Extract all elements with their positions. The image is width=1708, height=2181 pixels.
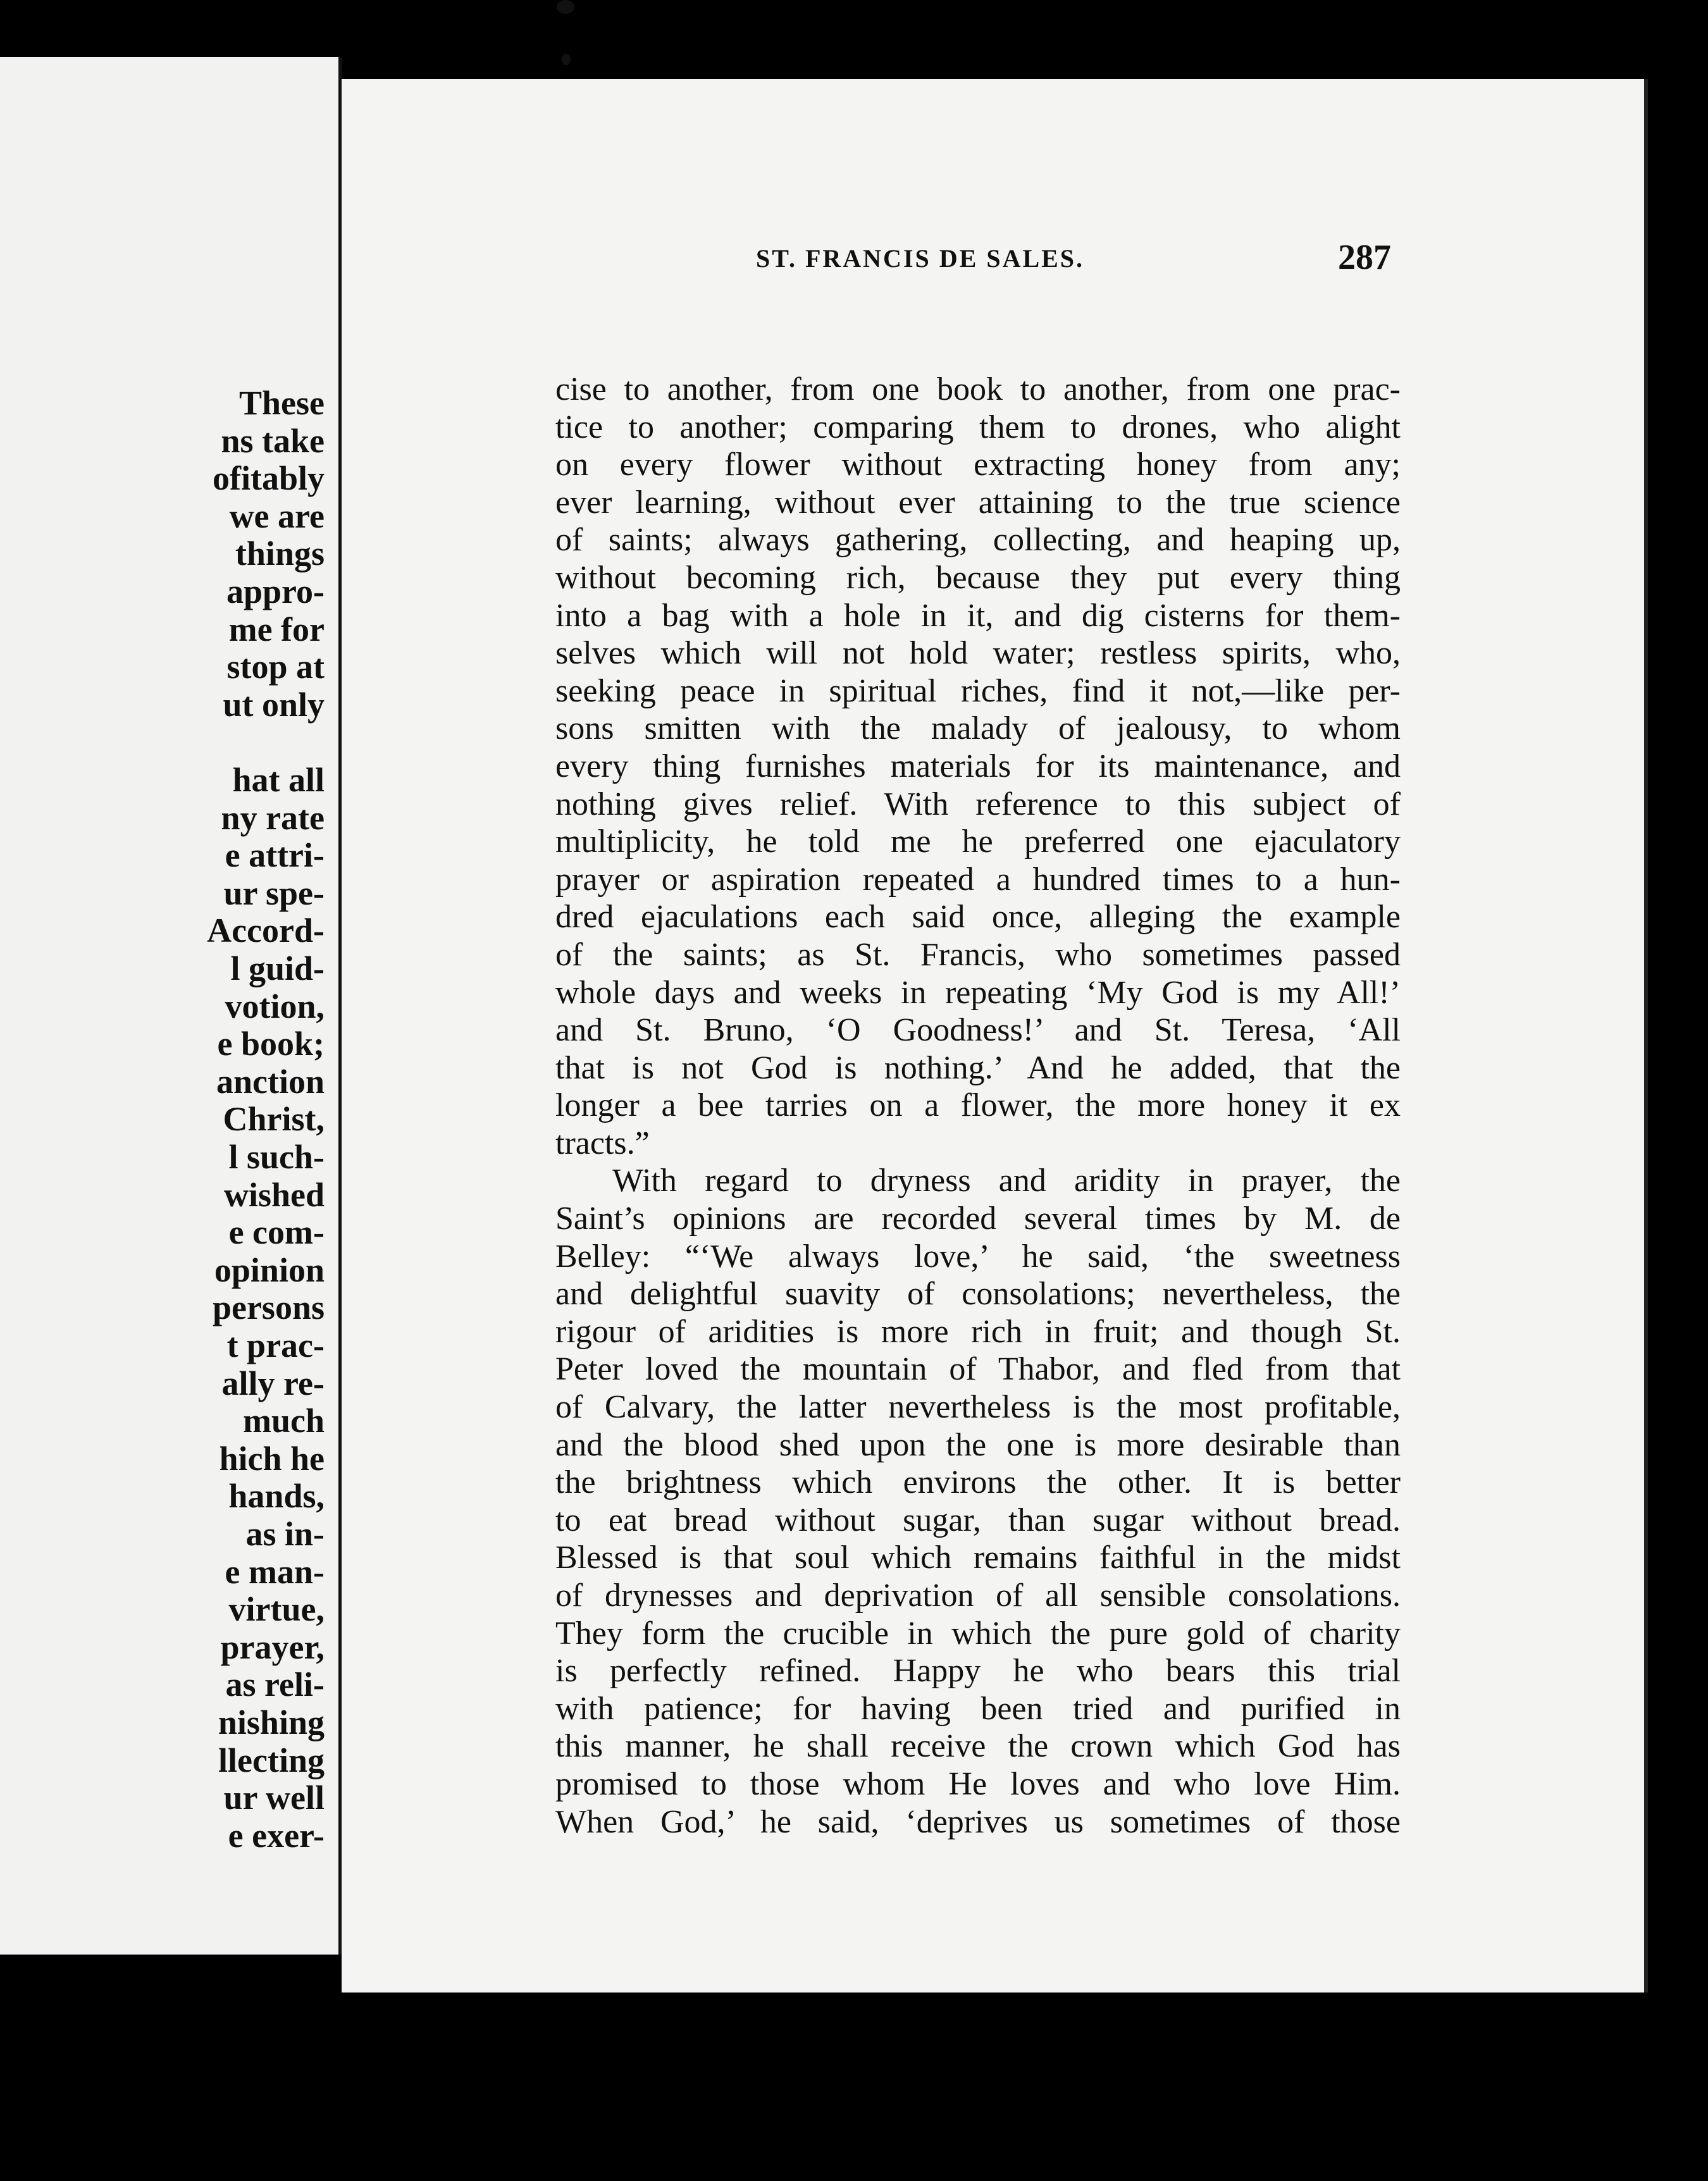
left-page-line: Accord-	[207, 911, 325, 950]
text-line: Blessed is that soul which remains faithful in the midst	[555, 1540, 1401, 1576]
running-head: ST. FRANCIS DE SALES.	[756, 244, 1085, 273]
left-page-line: appro-	[226, 572, 325, 610]
text-line: the brightness which environs the other. It is better	[555, 1464, 1401, 1501]
text-line: With regard to dryness and aridity in prayer, the	[612, 1163, 1401, 1199]
left-page-line: These	[239, 384, 325, 422]
left-page-line: hich he	[219, 1439, 325, 1478]
text-line: sons smitten with the malady of jealousy, to whom	[555, 710, 1401, 747]
left-page-line: e com-	[228, 1213, 325, 1252]
left-page-line: ut only	[223, 685, 325, 724]
text-line: tracts.”	[555, 1125, 650, 1161]
text-line: this manner, he shall receive the crown which God has	[555, 1728, 1401, 1765]
left-page-line: ny rate	[221, 798, 325, 837]
left-page-line: virtue,	[228, 1590, 325, 1629]
left-page-line: anction	[216, 1062, 325, 1101]
left-page-line: hands,	[228, 1477, 325, 1516]
text-line: When God,’ he said, ‘deprives us sometimes of those	[555, 1803, 1401, 1840]
left-page-line: l such-	[228, 1138, 325, 1176]
text-line: nothing gives relief. With reference to this subject of	[555, 786, 1401, 822]
left-page-line: llecting	[218, 1741, 325, 1779]
left-page-line: ofitably	[212, 459, 325, 498]
text-line: with patience; for having been tried and purified in	[555, 1690, 1401, 1727]
text-line: promised to those whom He loves and who love Him.	[555, 1765, 1401, 1802]
text-line: and the blood shed upon the one is more desirable than	[555, 1426, 1401, 1463]
text-line: cise to another, from one book to another, from one prac-	[555, 371, 1401, 407]
left-page-line: prayer,	[220, 1628, 325, 1666]
left-page-line: hat all	[232, 761, 325, 799]
text-line: every thing furnishes materials for its maintenance, and	[555, 748, 1401, 784]
text-line: that is not God is nothing.’ And he added, that the	[555, 1049, 1401, 1086]
left-page-line: votion,	[225, 987, 325, 1025]
text-line: Peter loved the mountain of Thabor, and fled from that	[555, 1351, 1401, 1388]
body-text	[555, 371, 1401, 1841]
left-page-line: ns take	[221, 421, 325, 460]
page-number: 287	[1338, 238, 1391, 277]
text-line: selves which will not hold water; restless spirits, who,	[555, 635, 1401, 672]
left-page-strip	[0, 57, 342, 1955]
text-line: Saint’s opinions are recorded several times by M. de	[555, 1201, 1401, 1237]
left-page-line: e book;	[217, 1025, 325, 1063]
text-line: of Calvary, the latter nevertheless is the most profitable,	[555, 1389, 1401, 1426]
left-page-line: wished	[223, 1175, 325, 1214]
left-page-line: nishing	[218, 1703, 325, 1741]
text-line: and St. Bruno, ‘O Goodness!’ and St. Teresa, ‘All	[555, 1012, 1401, 1049]
text-line: They form the crucible in which the pure gold of charity	[555, 1615, 1401, 1652]
left-page-line: we are	[229, 497, 325, 535]
left-page-line: ur spe-	[223, 874, 325, 912]
text-line: to eat bread without sugar, than sugar without bread.	[555, 1502, 1401, 1538]
text-line: of drynesses and deprivation of all sensible consolations.	[555, 1578, 1401, 1614]
left-page-line: much	[242, 1402, 325, 1440]
left-page-line: e attri-	[225, 836, 325, 875]
text-line: of saints; always gathering, collecting, and heaping up,	[555, 522, 1401, 559]
text-line: dred ejaculations each said once, alleging the example	[555, 899, 1401, 936]
text-line: without becoming rich, because they put every thing	[555, 559, 1401, 596]
text-line: prayer or aspiration repeated a hundred times to a hun-	[555, 861, 1401, 898]
text-line: seeking peace in spiritual riches, find it not,—like per-	[555, 672, 1401, 709]
text-line: longer a bee tarries on a flower, the more honey it ex	[555, 1087, 1401, 1124]
left-page-line: Christ,	[223, 1100, 325, 1139]
scan-speck	[557, 0, 574, 14]
scan-speck	[562, 54, 571, 65]
left-page-line: as in-	[245, 1515, 325, 1553]
left-page-line: e exer-	[228, 1816, 325, 1855]
left-page-line: things	[235, 534, 325, 573]
left-page-line: ally re-	[221, 1364, 325, 1402]
left-page-line: l guid-	[230, 949, 325, 987]
text-line: tice to another; comparing them to drones, who alight	[555, 409, 1401, 445]
text-line: Belley: “‘We always love,’ he said, ‘the sweetness	[555, 1238, 1401, 1275]
text-line: rigour of aridities is more rich in fruit; and though St.	[555, 1313, 1401, 1350]
text-line: and delightful suavity of consolations; nevertheless, the	[555, 1276, 1401, 1313]
text-line: into a bag with a hole in it, and dig cisterns for them-	[555, 597, 1401, 634]
text-line: is perfectly refined. Happy he who bears this trial	[555, 1653, 1401, 1690]
left-page-line: ur well	[223, 1779, 325, 1817]
text-line: of the saints; as St. Francis, who sometimes passed	[555, 936, 1401, 973]
text-line: on every flower without extracting honey from any;	[555, 447, 1401, 483]
left-page-line: t prac-	[226, 1326, 325, 1364]
left-page-line: opinion	[214, 1251, 325, 1289]
left-page-line: e man-	[225, 1552, 325, 1591]
left-page-line: as reli-	[225, 1665, 325, 1704]
text-line: multiplicity, he told me he preferred one ejaculatory	[555, 824, 1401, 860]
text-line: ever learning, without ever attaining to the true science	[555, 484, 1401, 521]
left-page-line: me for	[228, 610, 325, 648]
left-page-line: stop at	[226, 648, 325, 686]
text-line: whole days and weeks in repeating ‘My God is my All!’	[555, 974, 1401, 1011]
left-page-line: persons	[212, 1288, 325, 1327]
